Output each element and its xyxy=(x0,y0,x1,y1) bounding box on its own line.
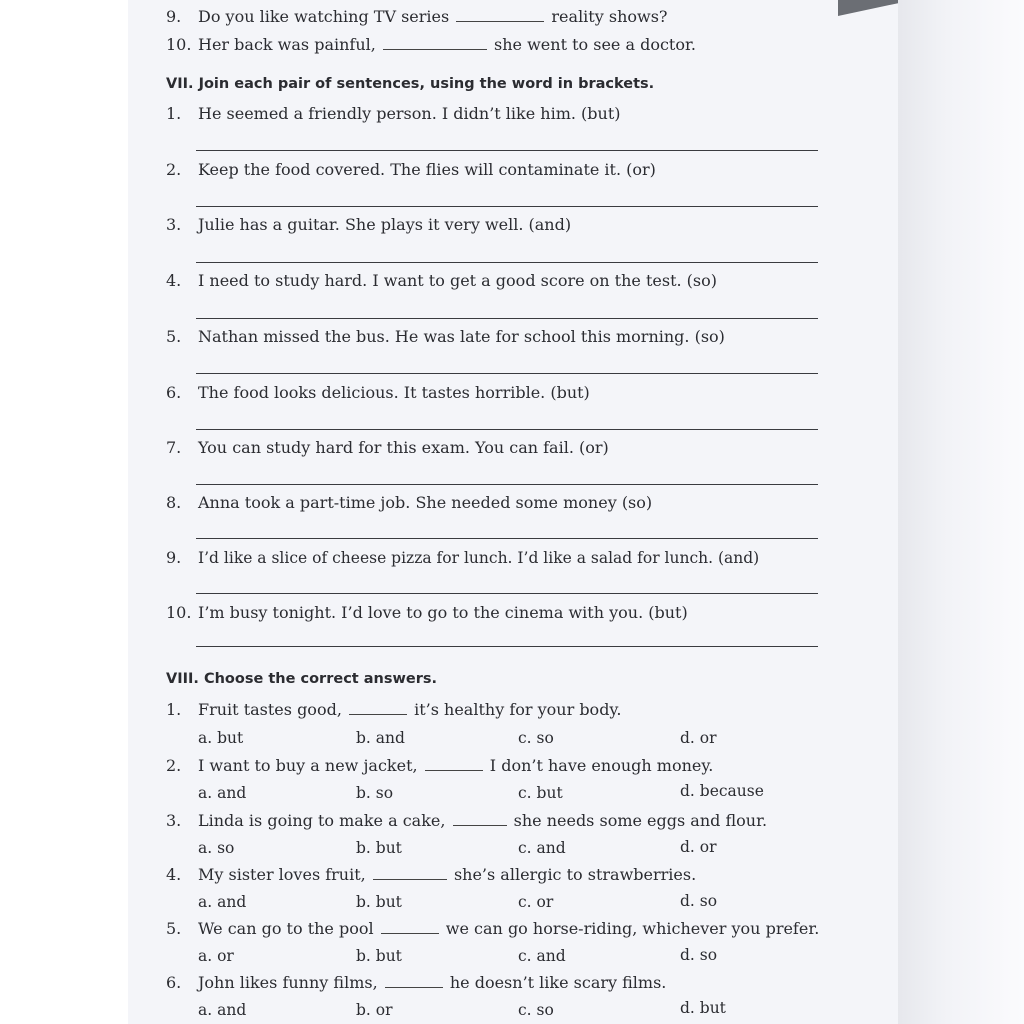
answer-blank[interactable] xyxy=(385,973,443,988)
item-number: 4. xyxy=(166,271,182,290)
option-d[interactable]: d. because xyxy=(680,782,764,800)
option-d[interactable]: d. but xyxy=(680,999,726,1017)
item-text: Anna took a part-time job. She needed some money (so) xyxy=(198,493,653,512)
answer-blank[interactable] xyxy=(373,865,447,880)
item-number: 3. xyxy=(166,811,182,830)
answer-blank[interactable] xyxy=(456,7,544,22)
item-number: 4. xyxy=(166,865,182,884)
item-text: I’m busy tonight. I’d love to go to the cinema with you. (but) xyxy=(198,603,688,622)
item-text-after: reality shows? xyxy=(551,7,668,26)
exercise-item xyxy=(128,324,898,350)
section-heading: VII. Join each pair of sentences, using the word in brackets. xyxy=(166,76,655,92)
answer-blank[interactable] xyxy=(453,811,507,826)
item-number: 8. xyxy=(166,493,182,512)
exercise-item xyxy=(128,862,898,888)
option-c[interactable]: c. so xyxy=(518,1001,554,1019)
exercise-item xyxy=(128,697,898,723)
answer-line[interactable] xyxy=(196,429,818,430)
exercise-item xyxy=(128,970,898,996)
exercise-item xyxy=(128,380,898,406)
option-d[interactable]: d. so xyxy=(680,892,718,910)
exercise-item xyxy=(128,545,898,571)
exercise-item xyxy=(128,435,898,461)
answer-line[interactable] xyxy=(196,538,818,539)
answer-line[interactable] xyxy=(196,484,818,485)
exercise-item xyxy=(128,101,898,127)
answer-blank[interactable] xyxy=(425,756,483,771)
item-number: 2. xyxy=(166,756,182,775)
item-text-before: John likes funny films, xyxy=(198,973,378,992)
item-number: 5. xyxy=(166,327,182,346)
option-a[interactable]: a. but xyxy=(198,729,244,747)
option-b[interactable]: b. and xyxy=(356,729,405,747)
item-text-after: we can go horse-riding, whichever you prefer. xyxy=(445,919,820,938)
section-heading: VIII. Choose the correct answers. xyxy=(166,671,438,687)
exercise-item xyxy=(128,32,898,58)
item-text-before: We can go to the pool xyxy=(198,919,374,938)
item-text-before: Her back was painful, xyxy=(198,35,376,54)
exercise-item xyxy=(128,268,898,294)
item-text-after: she’s allergic to strawberries. xyxy=(453,865,697,884)
item-number: 7. xyxy=(166,438,182,457)
option-b[interactable]: b. so xyxy=(356,784,394,802)
item-text-after: he doesn’t like scary films. xyxy=(449,973,667,992)
item-text-before: My sister loves fruit, xyxy=(198,865,366,884)
option-b[interactable]: b. but xyxy=(356,947,402,965)
item-number: 2. xyxy=(166,160,182,179)
item-text: The food looks delicious. It tastes horrible. (but) xyxy=(198,383,590,402)
worksheet-page xyxy=(128,0,898,1024)
option-c[interactable]: c. so xyxy=(518,729,554,747)
item-text: He seemed a friendly person. I didn’t like him. (but) xyxy=(198,104,621,123)
item-text: Nathan missed the bus. He was late for school this morning. (so) xyxy=(198,327,725,346)
answer-line[interactable] xyxy=(196,593,818,594)
exercise-item xyxy=(128,4,898,30)
option-b[interactable]: b. or xyxy=(356,1001,393,1019)
item-text: You can study hard for this exam. You can fail. (or) xyxy=(198,438,609,457)
answer-line[interactable] xyxy=(196,318,818,319)
item-number: 6. xyxy=(166,383,182,402)
item-text-after: it’s healthy for your body. xyxy=(414,700,622,719)
option-a[interactable]: a. and xyxy=(198,893,247,911)
exercise-item xyxy=(128,916,898,942)
item-number: 10. xyxy=(166,35,192,54)
option-c[interactable]: c. and xyxy=(518,839,566,857)
item-text-after: she needs some eggs and flour. xyxy=(513,811,768,830)
exercise-item xyxy=(128,490,898,516)
option-c[interactable]: c. and xyxy=(518,947,566,965)
option-a[interactable]: a. so xyxy=(198,839,235,857)
option-a[interactable]: a. and xyxy=(198,784,247,802)
exercise-item xyxy=(128,753,898,779)
item-text-before: Do you like watching TV series xyxy=(198,7,450,26)
item-number: 9. xyxy=(166,7,182,26)
option-d[interactable]: d. or xyxy=(680,729,717,747)
item-number: 10. xyxy=(166,603,192,622)
item-text-before: Fruit tastes good, xyxy=(198,700,342,719)
option-c[interactable]: c. or xyxy=(518,893,554,911)
answer-line[interactable] xyxy=(196,206,818,207)
right-page-edge xyxy=(896,0,1024,1024)
item-text: Keep the food covered. The flies will contaminate it. (or) xyxy=(198,160,656,179)
item-number: 6. xyxy=(166,973,182,992)
answer-line[interactable] xyxy=(196,150,818,151)
item-number: 1. xyxy=(166,104,182,123)
answer-blank[interactable] xyxy=(349,700,407,715)
item-number: 5. xyxy=(166,919,182,938)
item-text-after: she went to see a doctor. xyxy=(494,35,696,54)
answer-line[interactable] xyxy=(196,646,818,647)
answer-line[interactable] xyxy=(196,262,818,263)
option-d[interactable]: d. or xyxy=(680,838,717,856)
answer-blank[interactable] xyxy=(381,919,439,934)
item-text: Julie has a guitar. She plays it very well. (and) xyxy=(198,215,572,234)
option-b[interactable]: b. but xyxy=(356,893,402,911)
answer-blank[interactable] xyxy=(383,35,487,50)
item-text-before: Linda is going to make a cake, xyxy=(198,811,446,830)
item-number: 1. xyxy=(166,700,182,719)
item-text-after: I don’t have enough money. xyxy=(489,756,714,775)
option-a[interactable]: a. or xyxy=(198,947,234,965)
item-text-before: I want to buy a new jacket, xyxy=(198,756,418,775)
exercise-item xyxy=(128,157,898,183)
option-a[interactable]: a. and xyxy=(198,1001,247,1019)
item-text: I’d like a slice of cheese pizza for lunch. I’d like a salad for lunch. (and) xyxy=(198,549,760,567)
item-text: I need to study hard. I want to get a good score on the test. (so) xyxy=(198,271,717,290)
option-d[interactable]: d. so xyxy=(680,946,718,964)
item-number: 3. xyxy=(166,215,182,234)
option-b[interactable]: b. but xyxy=(356,839,402,857)
option-c[interactable]: c. but xyxy=(518,784,563,802)
exercise-item xyxy=(128,600,898,626)
exercise-item xyxy=(128,212,898,238)
exercise-item xyxy=(128,808,898,834)
answer-line[interactable] xyxy=(196,373,818,374)
item-number: 9. xyxy=(166,548,182,567)
left-page-edge xyxy=(0,0,128,1024)
